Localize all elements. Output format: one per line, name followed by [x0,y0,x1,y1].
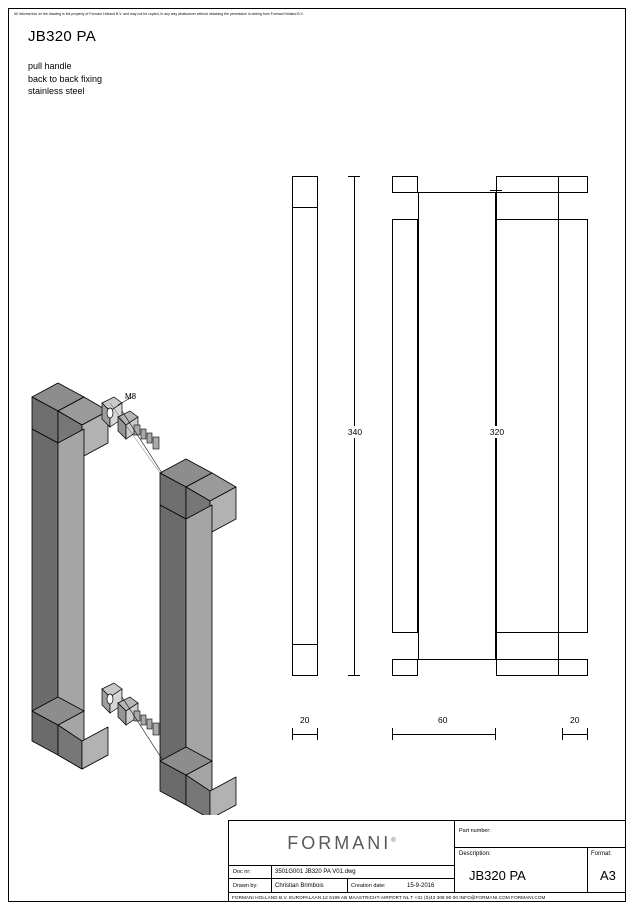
isometric-handle-svg [10,355,260,815]
product-description [28,60,102,98]
front-view-right-rose-top [496,192,588,220]
front-view-left-rose-top [392,192,418,220]
dim-tick-20-left-a [292,728,293,740]
m8-thread-label: M8 [125,392,137,401]
dimension-label-320: 320 [489,427,505,437]
dim-tick-60-a [392,728,393,740]
dim-tick-20-left-b [317,728,318,740]
format-label: Format: [591,851,612,857]
dimension-label-60: 60 [438,715,448,725]
front-view-left-rose-bottom [392,632,418,660]
dim-tick-bottom-340 [348,675,360,676]
description-label: Description: [459,851,491,857]
page-title: JB320 PA [28,28,96,45]
doc-number-value: 3501G001 JB320 PA V01.dwg [275,869,356,875]
drawn-cell-divider [271,879,272,893]
side-view [292,176,318,676]
part-number-cell [455,821,626,848]
legal-disclaimer: All informa tion on the drawing is the property of Formani Holland B.V. and may not be copied, in any way whatsoever without obtaining the permission in writing from Formani Holland B.V. [14,12,304,16]
isometric-handle-view [10,355,260,815]
front-view-right-rose-bottom [496,632,588,660]
dim-tick-top-340 [348,176,360,177]
company-footer: FORMANI HOLLAND B.V. EUROPALAAN 12 6199 AB MAASTRICHT-AIRPORT NL T +31 (0)43 308 90 00 INFO@FORMANI.COM FORMANI.COM [232,895,546,900]
format-value: A3 [600,868,616,883]
creation-cell-divider [347,879,348,893]
logo-text: FORMANI® [287,832,396,853]
description-line-3: stainless steel [28,86,85,96]
dim-tick-20-right-a [562,728,563,740]
format-cell [587,848,626,893]
dim-tick-bottom-320 [490,659,502,660]
dimension-label-340: 340 [347,427,363,437]
creation-date-label: Creation date: [351,882,386,889]
dim-tick-top-320 [490,190,502,191]
description-line-1: pull handle [28,61,72,71]
dimension-line-20-left [292,734,318,735]
dimension-line-60 [392,734,496,735]
doc-number-cell [229,866,455,879]
drawn-by-label: Drawn by: [233,882,258,889]
description-line-2: back to back fixing [28,73,103,84]
dimension-line-320 [496,190,497,660]
front-view-center-bar [418,192,496,660]
dimension-label-20-right: 20 [570,715,580,725]
front-view-left-post [392,176,418,676]
creation-date-value: 15-9-2016 [407,882,435,889]
doc-number-label: Doc nr: [233,869,251,875]
drawn-by-cell [229,879,455,893]
part-number-label: Part number: [459,828,491,834]
front-view-right-inner-edge [558,176,559,676]
company-logo [229,821,455,866]
description-value: JB320 PA [469,868,526,883]
logo-registered-mark: ® [391,837,396,844]
dim-tick-20-right-b [587,728,588,740]
doc-cell-divider [271,866,272,879]
dimension-line-20-right [562,734,588,735]
title-block [228,820,626,902]
dim-tick-60-b [495,728,496,740]
drawn-by-value: Christian Brimbois [275,882,324,889]
dimension-label-20-left: 20 [300,715,310,725]
front-view-right-post [496,176,588,676]
